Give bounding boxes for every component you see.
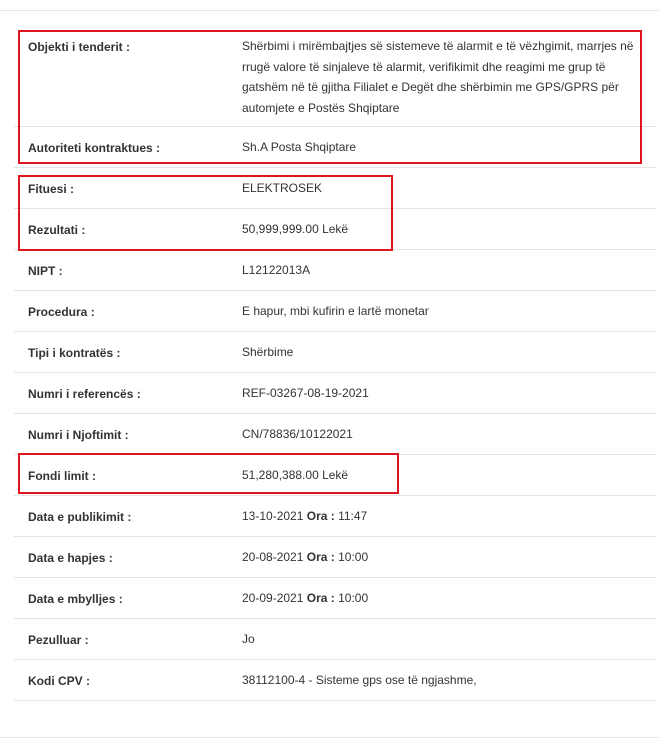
row-cpv [14,660,656,701]
row-publikimi [14,496,656,537]
row-fondi [14,455,656,496]
value-mbyllja [242,588,642,609]
bottom-divider [0,737,659,738]
row-referenca [14,373,656,414]
row-njoftimi [14,414,656,455]
tender-details-table [14,26,656,701]
date-mbyllja: 20-09-2021 [242,591,304,605]
label-cpv: Kodi CPV : [28,674,90,688]
label-njoftimi: Numri i Njoftimit : [28,428,129,442]
value-pezulluar: Jo [242,632,255,646]
value-nipt: L12122013A [242,263,311,277]
label-referenca: Numri i referencës : [28,387,141,401]
row-mbyllja [14,578,656,619]
row-objekti [14,26,656,127]
value-referenca: REF-03267-08-19-2021 [242,386,369,400]
date-publikimi: 13-10-2021 [242,509,304,523]
label-objekti: Objekti i tenderit : [28,40,131,54]
value-procedura: E hapur, mbi kufirin e lartë monetar [242,304,429,318]
value-autoriteti: Sh.A Posta Shqiptare [242,140,357,154]
row-nipt [14,250,656,291]
ora-label-publikimi: Ora : [306,509,335,523]
label-publikimi: Data e publikimit : [28,510,132,524]
value-fituesi: ELEKTROSEK [242,181,323,195]
ora-label-mbyllja: Ora : [306,591,335,605]
row-hapja [14,537,656,578]
row-pezulluar [14,619,656,660]
label-pezulluar: Pezulluar : [28,633,89,647]
label-procedura: Procedura : [28,305,95,319]
label-fondi: Fondi limit : [28,469,96,483]
label-nipt: NIPT : [28,264,63,278]
value-rezultati: 50,999,999.00 Lekë [242,222,349,236]
label-rezultati: Rezultati : [28,223,86,237]
row-rezultati [14,209,656,250]
value-hapja [242,547,642,568]
value-tipi: Shërbime [242,345,294,359]
row-procedura [14,291,656,332]
value-fondi: 51,280,388.00 Lekë [242,468,349,482]
ora-label-hapja: Ora : [306,550,335,564]
time-publikimi: 11:47 [338,509,368,523]
value-njoftimi: CN/78836/10122021 [242,427,353,441]
row-autoriteti [14,127,656,168]
row-tipi [14,332,656,373]
date-hapja: 20-08-2021 [242,550,304,564]
value-publikimi [242,506,642,527]
label-mbyllja: Data e mbylljes : [28,592,123,606]
label-fituesi: Fituesi : [28,182,75,196]
time-hapja: 10:00 [338,550,369,564]
label-hapja: Data e hapjes : [28,551,113,565]
value-cpv: 38112100-4 - Sisteme gps ose të ngjashme, [242,673,477,687]
label-tipi: Tipi i kontratës : [28,346,121,360]
value-objekti: Shërbimi i mirëmbajtjes së sistemeve të alarmit e të vëzhgimit, marrjes në rrugë valore të sinjaleve të alarmit, verifikimit dhe reagimi me grup të gatshëm në të gjitha Filialet e Degët dhe shërbimin me GPS/GPRS për automjete e Postës Shqiptare [242,39,634,115]
row-fituesi [14,168,656,209]
time-mbyllja: 10:00 [338,591,369,605]
label-autoriteti: Autoriteti kontraktues : [28,141,161,155]
top-divider [0,10,659,11]
